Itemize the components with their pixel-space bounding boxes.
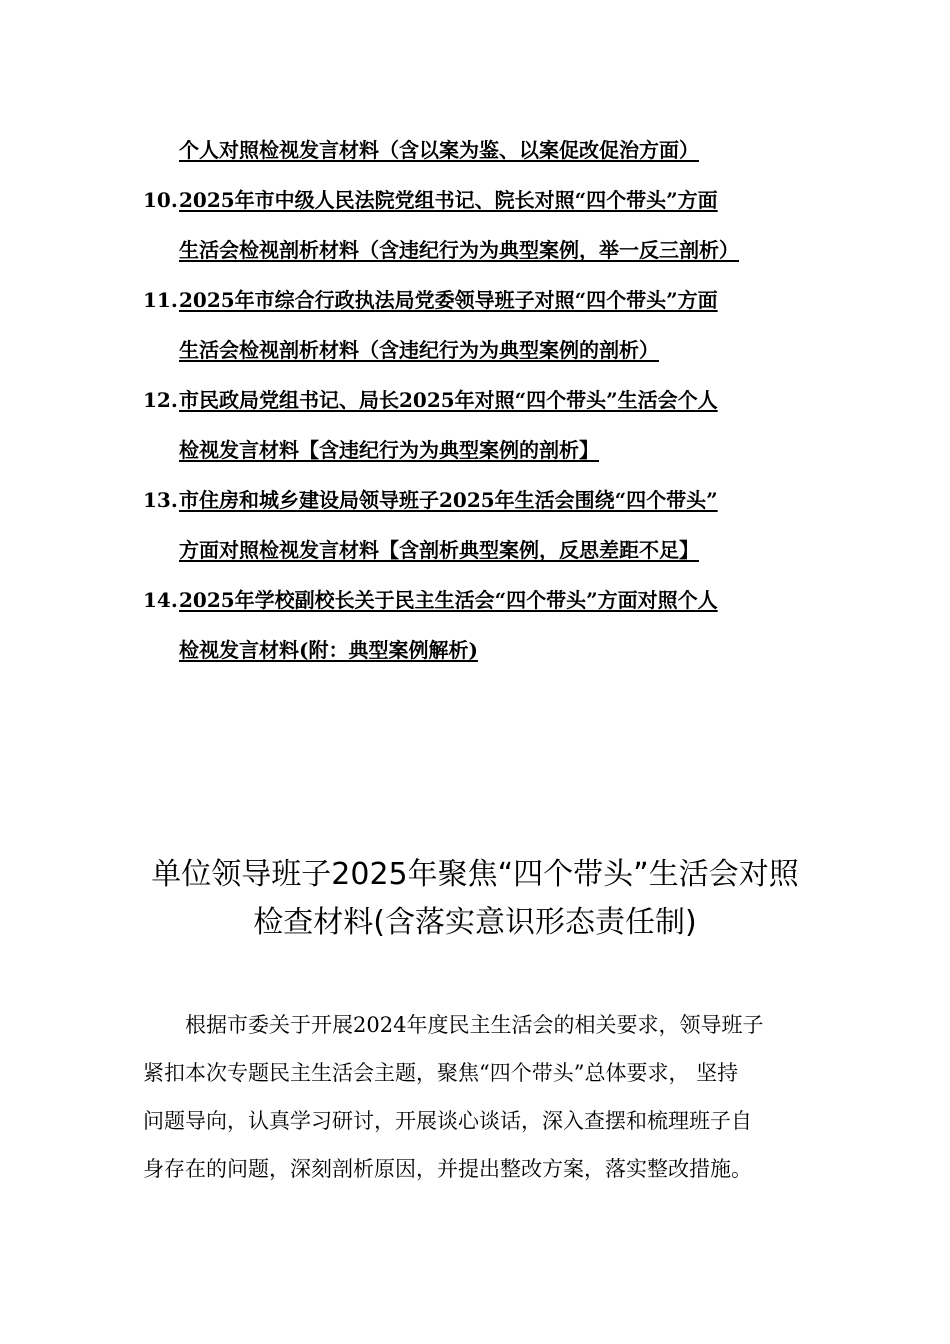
toc-item-line[interactable]: 2025年学校副校长关于民主生活会“四个带头”方面对照个人 (179, 588, 718, 612)
toc-item-line[interactable]: 市住房和城乡建设局领导班子2025年生活会围绕“四个带头” (179, 488, 718, 512)
toc-item-line[interactable]: 个人对照检视发言材料（含以案为鉴、以案促改促治方面） (179, 138, 699, 162)
toc-item-line[interactable]: 方面对照检视发言材料【含剖析典型案例，反思差距不足】 (179, 538, 699, 562)
toc-item-number: 13. (143, 488, 178, 512)
toc-item-line[interactable]: 生活会检视剖析材料（含违纪行为为典型案例，举一反三剖析） (179, 238, 739, 262)
toc-item-number: 12. (143, 388, 178, 412)
body-paragraph-line: 紧扣本次专题民主生活会主题，聚焦“四个带头”总体要求， 坚持 (143, 1061, 739, 1085)
toc-item-line[interactable]: 市民政局党组书记、局长2025年对照“四个带头”生活会个人 (179, 388, 718, 412)
toc-item-line[interactable]: 2025年市中级人民法院党组书记、院长对照“四个带头”方面 (179, 188, 718, 212)
document-title-line2: 检查材料(含落实意识形态责任制) (253, 905, 697, 940)
body-paragraph-line: 问题导向，认真学习研讨，开展谈心谈话，深入查摆和梳理班子自 (143, 1109, 752, 1133)
body-paragraph-line: 根据市委关于开展2024年度民主生活会的相关要求，领导班子 (143, 1013, 764, 1037)
body-paragraph-line: 身存在的问题，深刻剖析原因，并提出整改方案，落实整改措施。 (143, 1157, 752, 1181)
toc-item-line[interactable]: 2025年市综合行政执法局党委领导班子对照“四个带头”方面 (179, 288, 718, 312)
toc-item-number: 10. (143, 188, 178, 212)
toc-item-line[interactable]: 检视发言材料【含违纪行为为典型案例的剖析】 (179, 438, 599, 462)
toc-item-line[interactable]: 生活会检视剖析材料（含违纪行为为典型案例的剖析） (179, 338, 659, 362)
toc-item-number: 11. (143, 288, 178, 312)
toc-item-number: 14. (143, 588, 178, 612)
toc-item-line[interactable]: 检视发言材料(附：典型案例解析) (179, 638, 478, 662)
document-title-line1: 单位领导班子2025年聚焦“四个带头”生活会对照 (151, 857, 799, 892)
